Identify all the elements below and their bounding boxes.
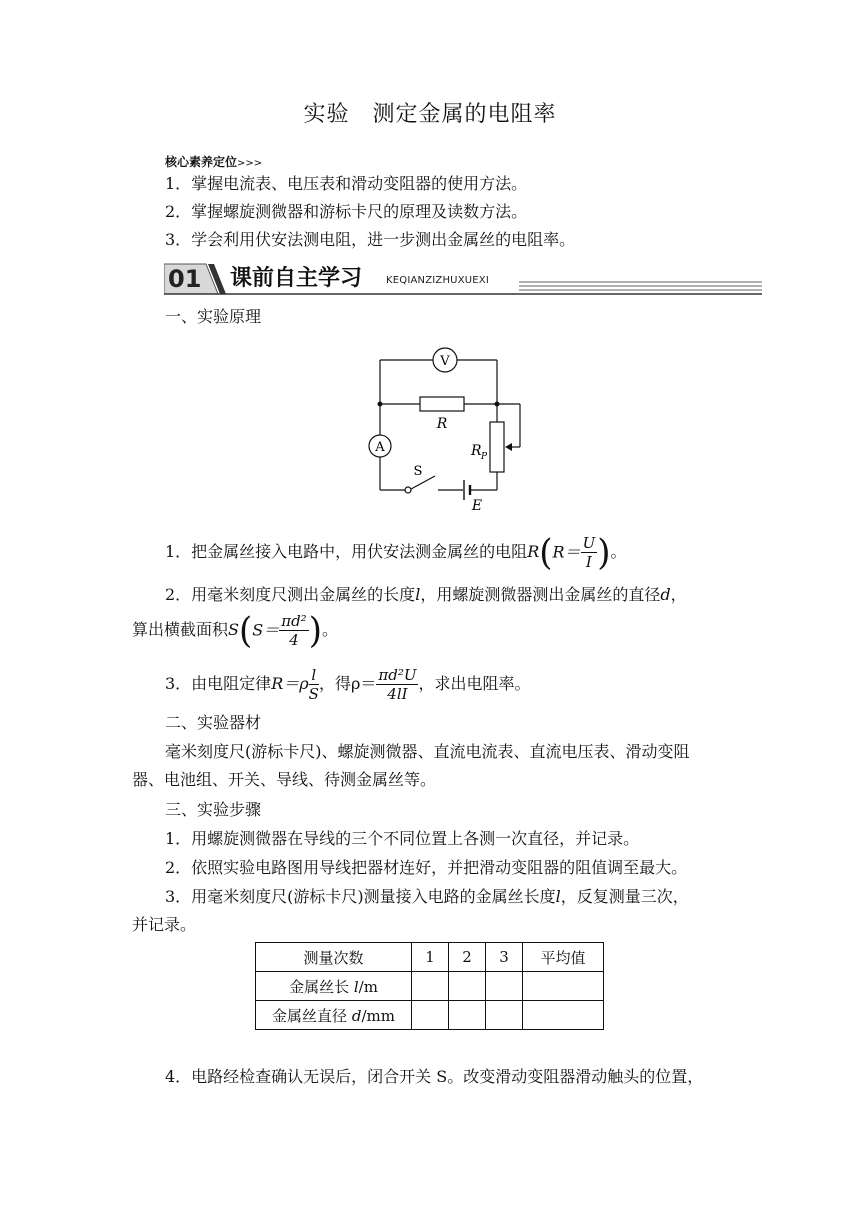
section-heading-steps: 三、实验步骤 xyxy=(165,800,262,819)
p2-var-s: S xyxy=(228,620,239,639)
principle-p2-line2 xyxy=(132,610,338,651)
page-title: 实验 测定金属的电阻率 xyxy=(303,102,557,127)
p2-a: 2．用毫米刻度尺测出金属丝的长度 xyxy=(165,585,416,604)
table-row xyxy=(256,1001,604,1030)
p1-paren-open: ( xyxy=(539,531,553,574)
p1-fraction xyxy=(581,534,598,571)
p2-end: 。 xyxy=(321,620,338,639)
row2-var: d xyxy=(351,1006,362,1025)
banner-number: 01 xyxy=(168,265,202,293)
row2-unit: /mm xyxy=(361,1006,395,1025)
table-cell xyxy=(486,1001,523,1030)
p3-f1-num: l xyxy=(309,666,319,685)
p2-var-d: d xyxy=(660,585,671,604)
step-2: 2．依照实验电路图用导线把器材连好，并把滑动变阻器的阻值调至最大。 xyxy=(165,858,688,877)
switch-label: S xyxy=(413,464,423,479)
principle-p3 xyxy=(165,664,531,704)
table-cell xyxy=(449,1001,486,1030)
p3-f2-den: 4lI xyxy=(387,685,408,703)
p2-num: πd² xyxy=(281,612,307,630)
p3-c: ，求出电阻率。 xyxy=(418,674,531,693)
step-3-line2: 并记录。 xyxy=(132,915,197,934)
p3-f1-den: S xyxy=(308,685,319,703)
table-header-row xyxy=(256,943,604,972)
battery-label: E xyxy=(471,498,483,514)
p1-var: R xyxy=(527,542,540,561)
switch-terminal-icon xyxy=(405,487,411,493)
circuit-diagram xyxy=(360,340,530,515)
principle-p2-line1 xyxy=(165,584,687,606)
p2-b: ，用螺旋测微器测出金属丝的直径 xyxy=(420,585,661,604)
row1-var: l xyxy=(353,977,359,996)
p2-formula-lhs: S＝ xyxy=(252,620,280,640)
arrows-icon: >>> xyxy=(237,158,263,169)
table-row-label xyxy=(256,1001,412,1030)
table-cell xyxy=(523,1001,604,1030)
section-heading-principle: 一、实验原理 xyxy=(165,307,262,326)
p2-var-l: l xyxy=(415,585,421,604)
table-cell xyxy=(412,972,449,1001)
measurement-table xyxy=(255,942,604,1030)
objective-1: 1．掌握电流表、电压表和滑动变阻器的使用方法。 xyxy=(165,174,528,193)
step3-a: 3．用毫米刻度尺(游标卡尺)测量接入电路的金属丝长度 xyxy=(165,887,556,906)
p1-text: 1．把金属丝接入电路中，用伏安法测金属丝的电阻 xyxy=(165,542,528,561)
step3-b: ，反复测量三次， xyxy=(560,887,689,906)
table-header-cell: 测量次数 xyxy=(256,943,412,972)
banner-pinyin: KEQIANZIZHUXUEXI xyxy=(386,275,489,286)
table-header-cell: 2 xyxy=(449,943,486,972)
banner-title: 课前自主学习 xyxy=(230,266,363,291)
p1-num: U xyxy=(582,534,596,552)
p3-b: ，得ρ＝ xyxy=(318,674,377,693)
objective-2: 2．掌握螺旋测微器和游标卡尺的原理及读数方法。 xyxy=(165,202,528,221)
p3-a: 3．由电阻定律 xyxy=(165,674,272,693)
p2-c: ， xyxy=(670,585,687,604)
step-4: 4．电路经检查确认无误后，闭合开关 S。改变滑动变阻器滑动触头的位置， xyxy=(165,1067,704,1086)
section-heading-equipment: 二、实验器材 xyxy=(165,713,262,732)
table-header-cell: 1 xyxy=(412,943,449,972)
principle-p1 xyxy=(165,532,627,573)
equipment-line-2: 器、电池组、开关、导线、待测金属丝等。 xyxy=(132,770,437,789)
section-banner xyxy=(164,262,762,296)
p2-fraction xyxy=(279,612,308,649)
core-literacy-text: 核心素养定位 xyxy=(165,155,238,169)
table-row xyxy=(256,972,604,1001)
table-cell xyxy=(523,972,604,1001)
ammeter-label: A xyxy=(375,440,385,455)
p2-den: 4 xyxy=(289,631,299,649)
table-header-cell: 平均值 xyxy=(523,943,604,972)
table-header-cell: 3 xyxy=(486,943,523,972)
p3-fraction-1 xyxy=(309,666,319,703)
step3-var: l xyxy=(555,887,561,906)
p3-f2-num: πd²U xyxy=(378,666,417,684)
p1-end: 。 xyxy=(610,542,627,561)
equipment-line-1: 毫米刻度尺(游标卡尺)、螺旋测微器、直流电流表、直流电压表、滑动变阻 xyxy=(165,742,690,761)
table-cell xyxy=(486,972,523,1001)
p2-paren-close: ) xyxy=(308,609,322,652)
row1-label: 金属丝长 xyxy=(289,977,354,996)
row2-label: 金属丝直径 xyxy=(272,1006,352,1025)
p1-formula-lhs: R＝ xyxy=(552,542,581,562)
step-1: 1．用螺旋测微器在导线的三个不同位置上各测一次直径，并记录。 xyxy=(165,829,640,848)
rheostat-label: R xyxy=(471,443,482,459)
table-row-label xyxy=(256,972,412,1001)
core-literacy-label xyxy=(165,151,262,175)
p3-fraction-2 xyxy=(376,666,418,703)
voltmeter-label: V xyxy=(440,354,450,369)
table-cell xyxy=(449,972,486,1001)
p1-paren-close: ) xyxy=(597,531,611,574)
objective-3: 3．学会利用伏安法测电阻，进一步测出金属丝的电阻率。 xyxy=(165,230,576,249)
p2-paren-open: ( xyxy=(238,609,253,652)
p1-den: I xyxy=(585,553,592,571)
resistor-label: R xyxy=(436,416,448,432)
step-3-line1 xyxy=(165,886,689,908)
table-cell xyxy=(412,1001,449,1030)
rheostat-subscript: P xyxy=(481,452,488,462)
p2-line2-a: 算出横截面积 xyxy=(132,620,229,639)
p3-f1-lhs: R＝ρ xyxy=(271,674,309,693)
row1-unit: /m xyxy=(358,977,378,996)
